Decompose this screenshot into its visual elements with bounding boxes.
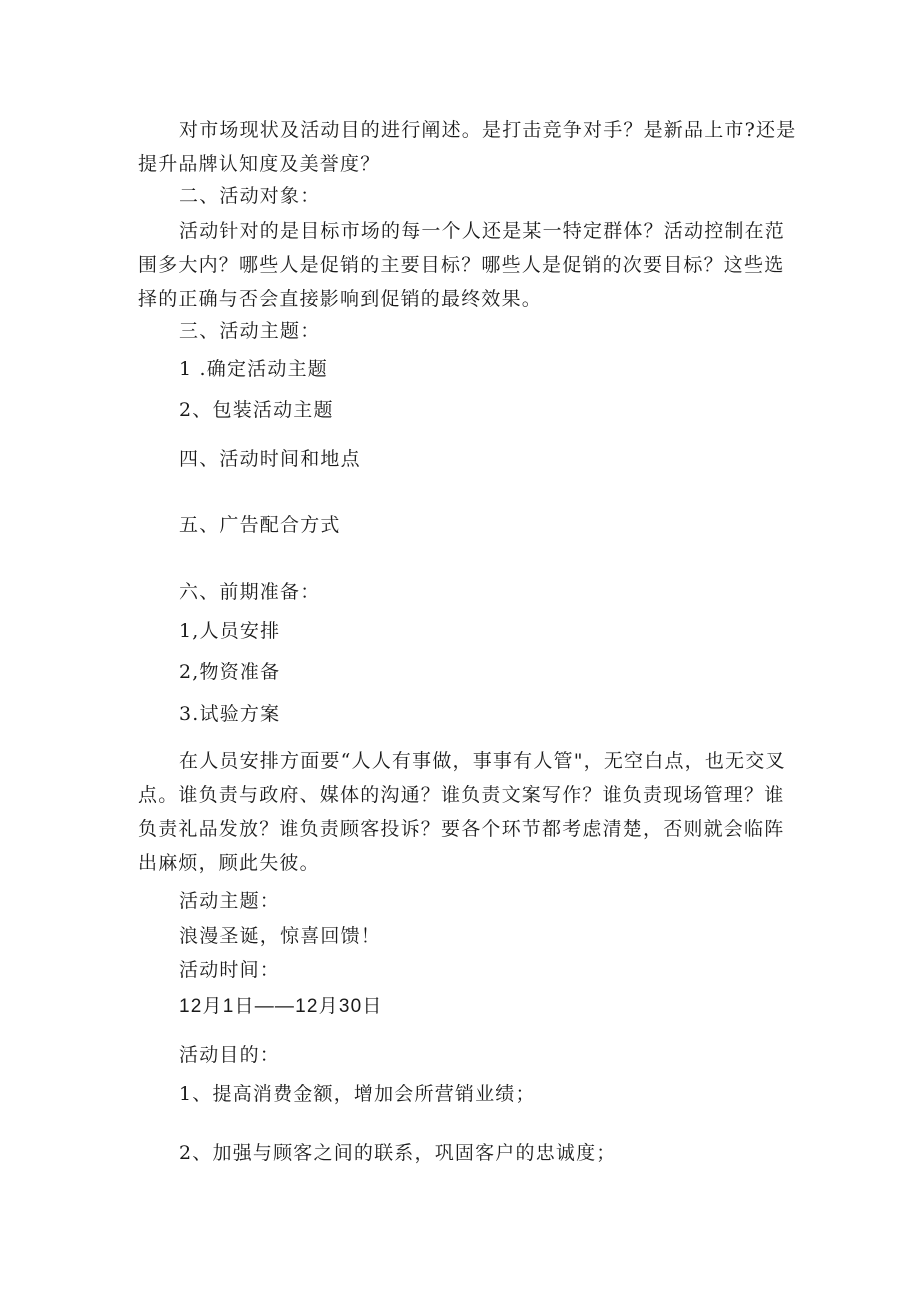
staffing-paragraph: 在人员安排方面要“人人有事做，事事有人管"，无空白点，也无交叉点。谁负责与政府、媒体的沟通？谁负责文案写作？谁负责现场管理？谁负责礼品发放？谁负责顾客投诉？要各个环节都考虑清楚，否则就会临阵出麻烦，顾此失彼。 [138,750,786,874]
goal-item-2: 2、加强与顾客之间的联系，巩固客户的忠诚度； [179,1142,617,1164]
list-item-confirm-theme: 1 .确定活动主题 [179,358,328,380]
section-heading-advertising: 五、广告配合方式 [179,514,341,536]
time-value: 12月1日——12月30日 [179,996,383,1017]
list-item-materials: 2,物资准备 [179,661,281,683]
list-item-trial-plan: 3.试验方案 [179,703,281,725]
list-item-staffing: 1,人员安排 [179,620,281,642]
goal-label: 活动目的： [179,1044,281,1066]
theme-label: 活动主题： [179,890,281,912]
section-heading-time-place: 四、活动时间和地点 [179,448,361,470]
time-label: 活动时间： [179,959,281,981]
list-item-package-theme: 2、包装活动主题 [179,399,334,421]
section-heading-audience: 二、活动对象： [179,185,321,207]
section-heading-theme: 三、活动主题： [179,320,321,342]
intro-paragraph: 对市场现状及活动目的进行阐述。是打击竞争对手？是新品上市?还是提升品牌认知度及美誉度？ [138,119,797,175]
audience-paragraph: 活动针对的是目标市场的每一个人还是某一特定群体？活动控制在范围多大内？哪些人是促销的主要目标？哪些人是促销的次要目标？这些选择的正确与否会直接影响到促销的最终效果。 [138,220,786,310]
theme-value: 浪漫圣诞，惊喜回馈！ [179,925,382,947]
goal-item-1: 1、提高消费金额，增加会所营销业绩； [179,1083,536,1105]
section-heading-preparation: 六、前期准备： [179,581,321,603]
